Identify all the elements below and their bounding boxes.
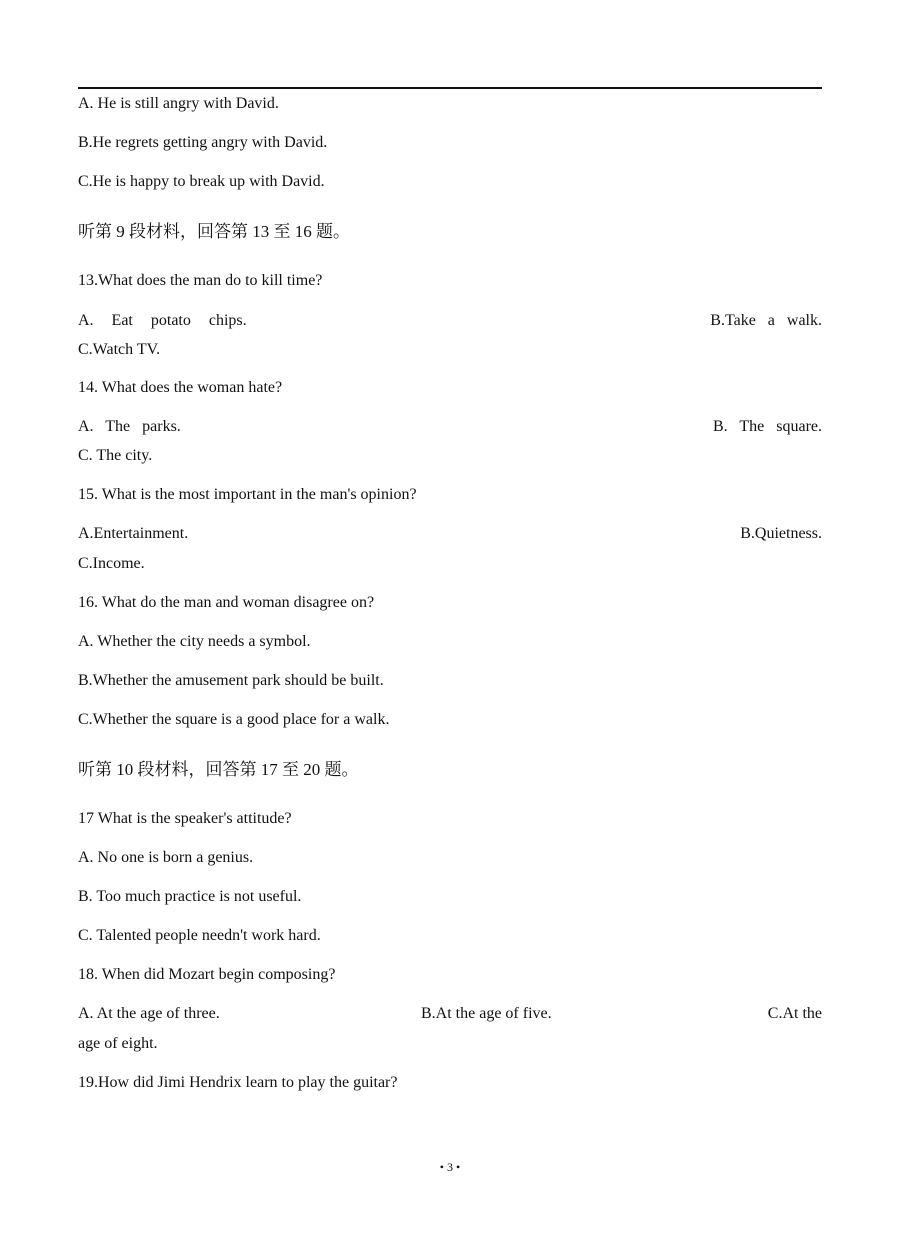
q14-option-c: C. The city. <box>78 447 153 464</box>
question-14: 14. What does the woman hate? <box>78 379 283 396</box>
option-c-prev: C.He is happy to break up with David. <box>78 173 325 190</box>
question-19: 19.How did Jimi Hendrix learn to play the guitar? <box>78 1074 398 1091</box>
section-9-heading: 听第 9 段材料，回答第 13 至 16 题。 <box>78 222 350 241</box>
q18-option-c: C.At the <box>767 1005 822 1022</box>
question-13: 13.What does the man do to kill time? <box>78 272 323 289</box>
question-15: 15. What is the most important in the man's opinion? <box>78 486 417 503</box>
q14-option-a: A. The parks. <box>78 418 181 435</box>
section-10-heading: 听第 10 段材料，回答第 17 至 20 题。 <box>78 760 359 779</box>
option-a-prev: A. He is still angry with David. <box>78 95 279 112</box>
option-b-prev: B.He regrets getting angry with David. <box>78 134 328 151</box>
q15-option-b: B.Quietness. <box>740 525 822 542</box>
q17-option-a: A. No one is born a genius. <box>78 849 254 866</box>
top-rule <box>78 87 822 89</box>
q18-option-c-continued: age of eight. <box>78 1035 158 1052</box>
q18-option-a: A. At the age of three. <box>78 1005 220 1022</box>
q17-option-b: B. Too much practice is not useful. <box>78 888 302 905</box>
question-17: 17 What is the speaker's attitude? <box>78 810 292 827</box>
q15-option-a: A.Entertainment. <box>78 525 189 542</box>
q16-option-a: A. Whether the city needs a symbol. <box>78 633 311 650</box>
q14-option-b: B. The square. <box>712 418 822 435</box>
q16-option-b: B.Whether the amusement park should be built. <box>78 672 384 689</box>
q13-option-c: C.Watch TV. <box>78 341 161 358</box>
q17-option-c: C. Talented people needn't work hard. <box>78 927 321 944</box>
page-number: • 3 • <box>439 1160 461 1174</box>
q16-option-c: C.Whether the square is a good place for a walk. <box>78 711 390 728</box>
q13-option-a: A. Eat potato chips. <box>78 312 247 329</box>
q13-option-b: B.Take a walk. <box>710 312 822 329</box>
q18-option-b: B.At the age of five. <box>421 1005 552 1022</box>
question-16: 16. What do the man and woman disagree on? <box>78 594 375 611</box>
question-18: 18. When did Mozart begin composing? <box>78 966 336 983</box>
q15-option-c: C.Income. <box>78 555 145 572</box>
